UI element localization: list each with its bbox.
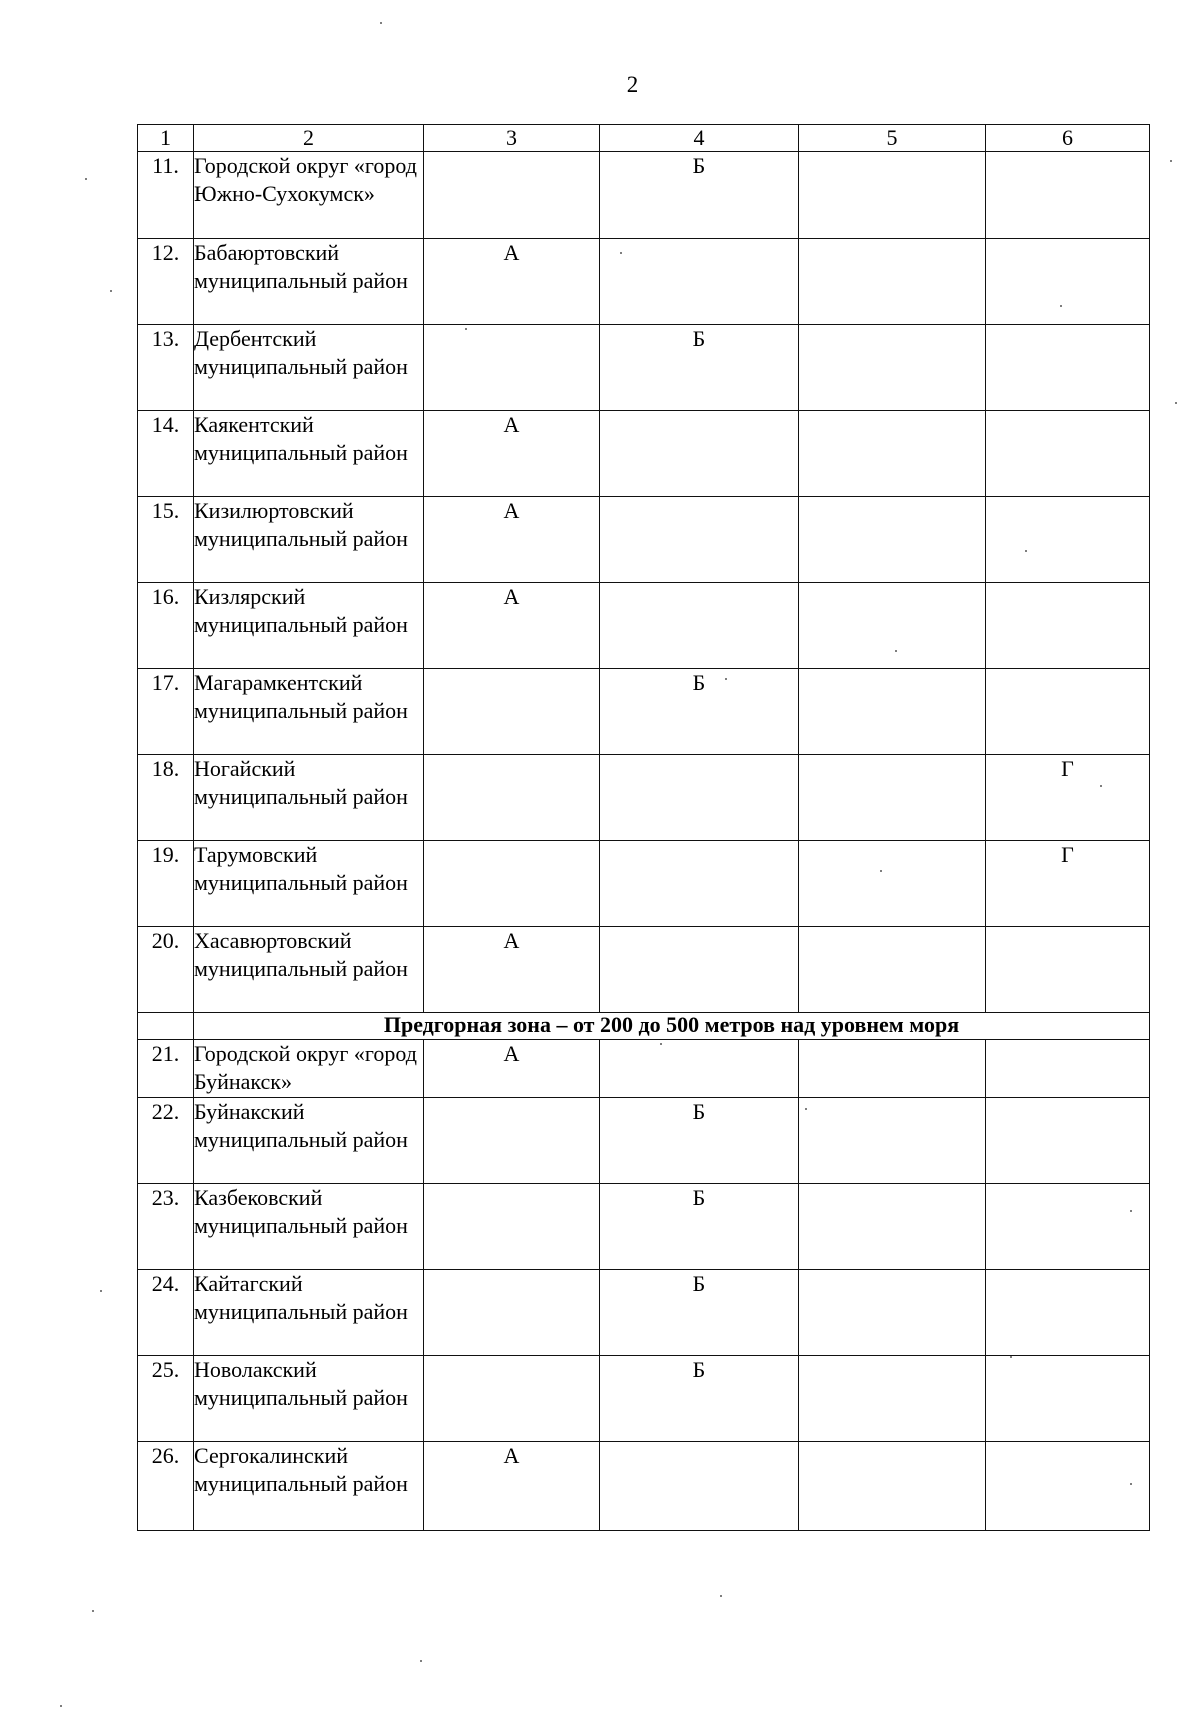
zone-mark-col-4: Б	[600, 1098, 799, 1184]
zone-mark-col-5	[799, 1184, 986, 1270]
zone-mark-col-4	[600, 497, 799, 583]
zone-mark-col-5	[799, 411, 986, 497]
zone-mark-col-5	[799, 1356, 986, 1442]
zone-mark-col-4: Б	[600, 152, 799, 239]
header-cell-5: 5	[799, 125, 986, 152]
zone-mark-col-5	[799, 497, 986, 583]
table-row	[138, 239, 1150, 325]
zone-mark-col-3: А	[424, 497, 600, 583]
municipality-name: Городской округ «город Буйнакск»	[194, 1040, 424, 1098]
row-number: 17.	[138, 669, 194, 755]
zone-mark-col-5	[799, 1442, 986, 1531]
header-cell-2: 2	[194, 125, 424, 152]
zone-mark-col-6	[986, 1356, 1150, 1442]
zone-mark-col-6	[986, 1040, 1150, 1098]
municipality-name: Дербентский муниципальный район	[194, 325, 424, 411]
header-row	[138, 125, 1150, 152]
zone-mark-col-5	[799, 325, 986, 411]
zone-mark-col-3	[424, 755, 600, 841]
zone-mark-col-4	[600, 411, 799, 497]
row-number: 23.	[138, 1184, 194, 1270]
zone-mark-col-5	[799, 1040, 986, 1098]
zone-mark-col-3: А	[424, 239, 600, 325]
table-row	[138, 1442, 1150, 1531]
row-number: 14.	[138, 411, 194, 497]
zone-mark-col-3: А	[424, 927, 600, 1013]
zone-mark-col-4: Б	[600, 1270, 799, 1356]
municipality-name: Казбековский муниципальный район	[194, 1184, 424, 1270]
table-row	[138, 1098, 1150, 1184]
table-row	[138, 1270, 1150, 1356]
row-number: 22.	[138, 1098, 194, 1184]
table-row	[138, 1356, 1150, 1442]
zone-mark-col-4: Б	[600, 1356, 799, 1442]
zone-mark-col-3	[424, 1098, 600, 1184]
zone-mark-col-4	[600, 239, 799, 325]
table-row	[138, 927, 1150, 1013]
zone-mark-col-5	[799, 927, 986, 1013]
table-body	[138, 125, 1150, 1531]
zone-mark-col-3	[424, 1270, 600, 1356]
zone-mark-col-6: Г	[986, 841, 1150, 927]
row-number: 24.	[138, 1270, 194, 1356]
header-cell-4: 4	[600, 125, 799, 152]
zone-mark-col-3	[424, 152, 600, 239]
header-cell-6: 6	[986, 125, 1150, 152]
zone-mark-col-5	[799, 583, 986, 669]
header-cell-3: 3	[424, 125, 600, 152]
municipality-name: Бабаюртовский муниципальный район	[194, 239, 424, 325]
row-number: 15.	[138, 497, 194, 583]
zone-mark-col-6	[986, 583, 1150, 669]
zone-mark-col-4	[600, 1442, 799, 1531]
row-number: 12.	[138, 239, 194, 325]
zone-heading: Предгорная зона – от 200 до 500 метров над уровнем моря	[194, 1013, 1150, 1040]
table-row	[138, 755, 1150, 841]
zone-mark-col-5	[799, 1270, 986, 1356]
zone-mark-col-5	[799, 1098, 986, 1184]
zone-mark-col-4	[600, 927, 799, 1013]
zone-mark-col-5	[799, 239, 986, 325]
municipality-name: Каякентский муниципальный район	[194, 411, 424, 497]
zone-mark-col-6	[986, 497, 1150, 583]
row-number: 25.	[138, 1356, 194, 1442]
row-number: 13.	[138, 325, 194, 411]
zone-heading-row	[138, 1013, 1150, 1040]
zone-mark-col-6	[986, 152, 1150, 239]
zone-mark-col-5	[799, 841, 986, 927]
table-row	[138, 411, 1150, 497]
zone-mark-col-3	[424, 1184, 600, 1270]
municipality-name: Городской округ «город Южно-Сухокумск»	[194, 152, 424, 239]
zone-mark-col-3	[424, 841, 600, 927]
zone-mark-col-4	[600, 841, 799, 927]
row-number: 21.	[138, 1040, 194, 1098]
zone-mark-col-6	[986, 1270, 1150, 1356]
zone-mark-col-3: А	[424, 411, 600, 497]
zone-mark-col-5	[799, 669, 986, 755]
zone-mark-col-6	[986, 325, 1150, 411]
row-number: 18.	[138, 755, 194, 841]
municipality-name: Кизилюртовский муниципальный район	[194, 497, 424, 583]
municipality-name: Тарумовский муниципальный район	[194, 841, 424, 927]
table-row	[138, 669, 1150, 755]
table-row	[138, 1040, 1150, 1098]
row-number: 16.	[138, 583, 194, 669]
table-row	[138, 325, 1150, 411]
table-row	[138, 841, 1150, 927]
zone-mark-col-4: Б	[600, 325, 799, 411]
page-number: 2	[626, 72, 639, 97]
zone-mark-col-5	[799, 152, 986, 239]
zone-mark-col-6	[986, 239, 1150, 325]
table-row	[138, 497, 1150, 583]
zone-mark-col-6: Г	[986, 755, 1150, 841]
zone-mark-col-3: А	[424, 1442, 600, 1531]
zone-mark-col-3: А	[424, 583, 600, 669]
municipality-name: Буйнакский муниципальный район	[194, 1098, 424, 1184]
row-number: 19.	[138, 841, 194, 927]
table-row	[138, 152, 1150, 239]
zone-mark-col-3	[424, 325, 600, 411]
zone-mark-col-6	[986, 1442, 1150, 1531]
municipality-name: Сергокалинский муниципальный район	[194, 1442, 424, 1531]
zone-mark-col-4: Б	[600, 669, 799, 755]
zone-mark-col-4: Б	[600, 1184, 799, 1270]
table-row	[138, 1184, 1150, 1270]
zone-mark-col-6	[986, 411, 1150, 497]
zone-heading-number-cell	[138, 1013, 194, 1040]
zone-mark-col-6	[986, 1098, 1150, 1184]
zone-mark-col-6	[986, 1184, 1150, 1270]
municipality-name: Новолакский муниципальный район	[194, 1356, 424, 1442]
municipality-name: Ногайский муниципальный район	[194, 755, 424, 841]
zone-mark-col-3	[424, 1356, 600, 1442]
row-number: 26.	[138, 1442, 194, 1531]
zone-table	[137, 124, 1150, 1531]
municipality-name: Кизлярский муниципальный район	[194, 583, 424, 669]
header-cell-1: 1	[138, 125, 194, 152]
zone-mark-col-3: А	[424, 1040, 600, 1098]
zone-mark-col-6	[986, 927, 1150, 1013]
zone-mark-col-4	[600, 1040, 799, 1098]
zone-mark-col-4	[600, 755, 799, 841]
row-number: 20.	[138, 927, 194, 1013]
zone-mark-col-4	[600, 583, 799, 669]
row-number: 11.	[138, 152, 194, 239]
table-row	[138, 583, 1150, 669]
municipality-name: Магарамкентский муниципальный район	[194, 669, 424, 755]
zone-mark-col-3	[424, 669, 600, 755]
municipality-name: Хасавюртовский муниципальный район	[194, 927, 424, 1013]
zone-mark-col-6	[986, 669, 1150, 755]
zone-mark-col-5	[799, 755, 986, 841]
municipality-name: Кайтагский муниципальный район	[194, 1270, 424, 1356]
